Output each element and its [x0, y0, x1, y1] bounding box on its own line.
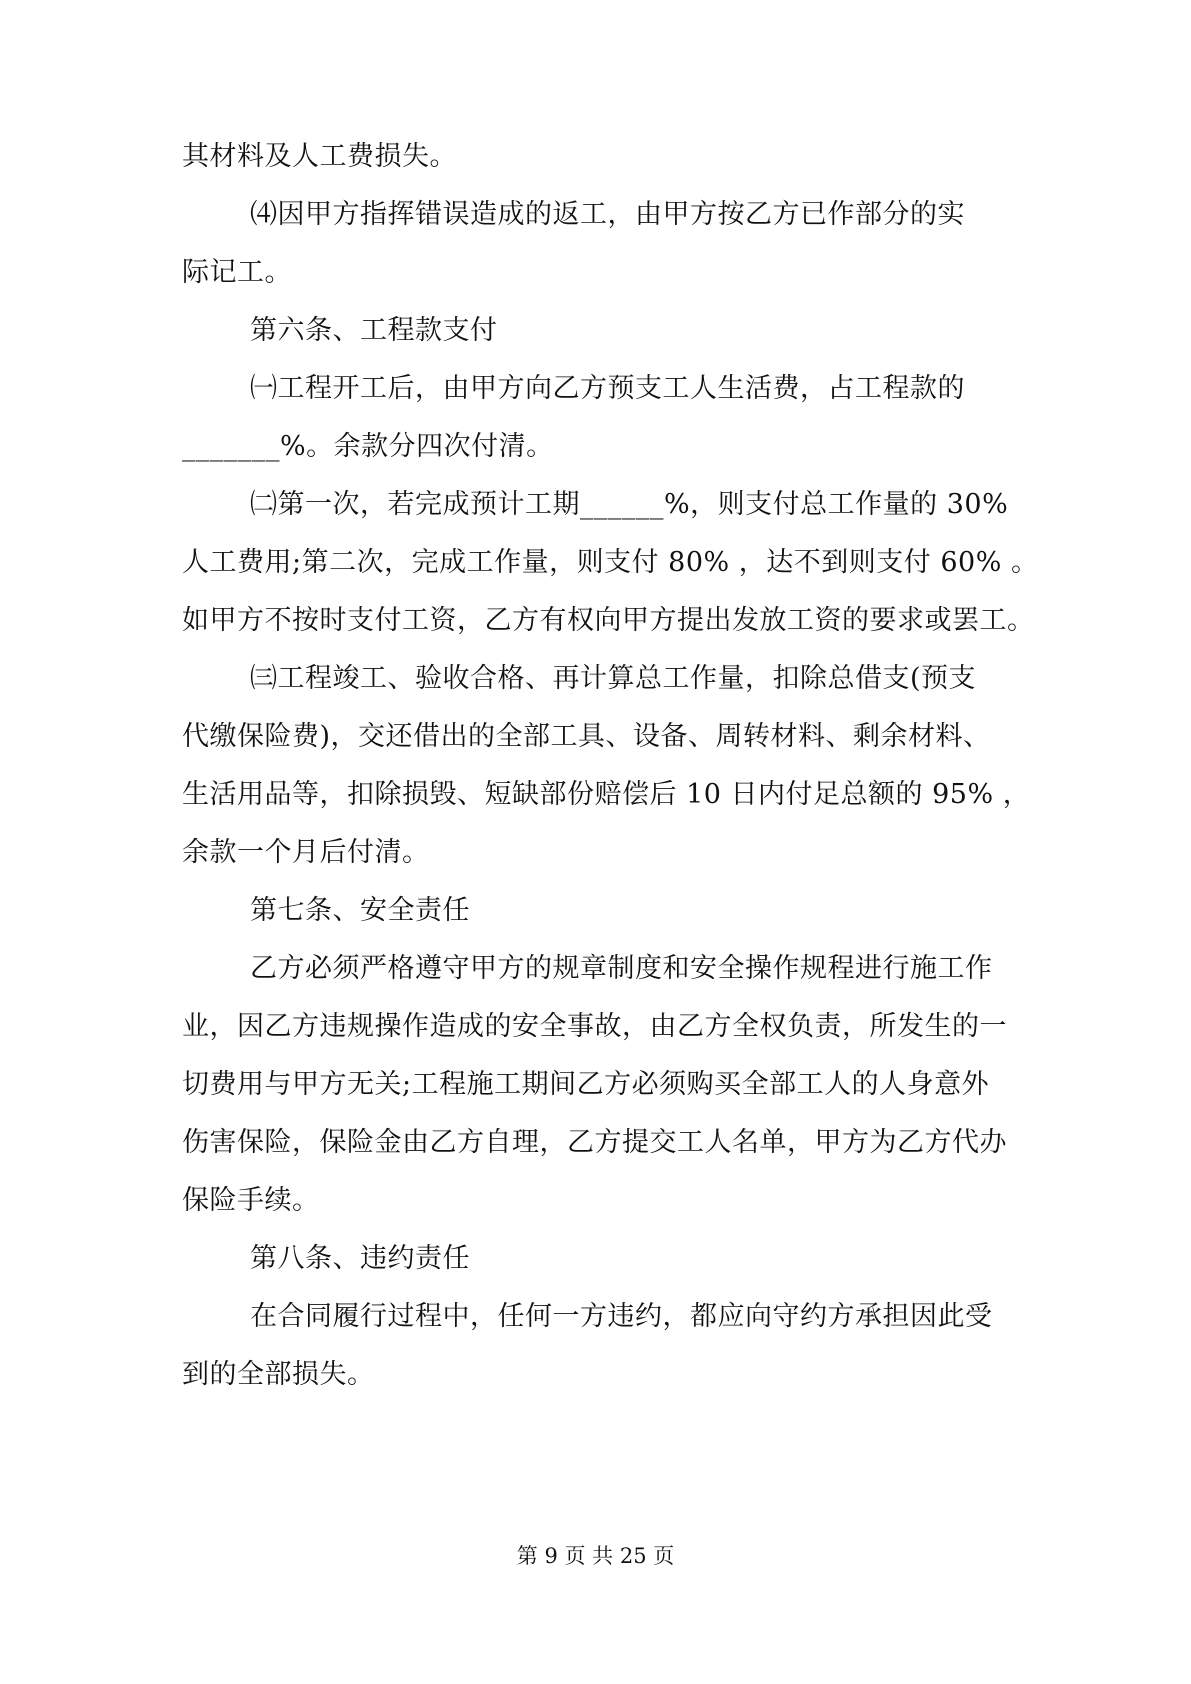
- text-line: 其材料及人工费损失。: [182, 141, 457, 172]
- text-line: 人工费用;第二次，完成工作量，则支付 80% ，达不到则支付 60% 。: [182, 547, 1039, 578]
- text-line: 际记工。: [182, 257, 292, 288]
- section-heading: 第七条、安全责任: [250, 895, 470, 926]
- text-line: ㈠工程开工后，由甲方向乙方预支工人生活费，占工程款的: [250, 373, 965, 404]
- text-line: 乙方必须严格遵守甲方的规章制度和安全操作规程进行施工作: [250, 953, 993, 984]
- text-line: 保险手续。: [182, 1185, 320, 1216]
- text-line: 伤害保险，保险金由乙方自理，乙方提交工人名单，甲方为乙方代办: [182, 1127, 1007, 1158]
- text-line: ㈢工程竣工、验收合格、再计算总工作量，扣除总借支(预支: [250, 663, 977, 694]
- text-line: 如甲方不按时支付工资，乙方有权向甲方提出发放工资的要求或罢工。: [182, 605, 1035, 636]
- page-number: 第 9 页 共 25 页: [516, 1544, 675, 1568]
- text-line: ⑷因甲方指挥错误造成的返工，由甲方按乙方已作部分的实: [250, 199, 965, 230]
- text-line: 余款一个月后付清。: [182, 837, 430, 868]
- section-heading: 第八条、违约责任: [250, 1243, 470, 1274]
- text-line: 业，因乙方违规操作造成的安全事故，由乙方全权负责，所发生的一: [182, 1011, 1007, 1042]
- text-line: 到的全部损失。: [182, 1359, 375, 1390]
- text-line: _______%。余款分四次付清。: [182, 431, 554, 462]
- text-line: 切费用与甲方无关;工程施工期间乙方必须购买全部工人的人身意外: [182, 1069, 990, 1100]
- text-line: 在合同履行过程中，任何一方违约，都应向守约方承担因此受: [250, 1301, 993, 1332]
- text-line: ㈡第一次，若完成预计工期______%，则支付总工作量的 30%: [250, 489, 1009, 520]
- section-heading: 第六条、工程款支付: [250, 315, 498, 346]
- text-line: 代缴保险费)，交还借出的全部工具、设备、周转材料、剩余材料、: [182, 721, 991, 752]
- text-line: 生活用品等，扣除损毁、短缺部份赔偿后 10 日内付足总额的 95% ，: [182, 779, 1031, 810]
